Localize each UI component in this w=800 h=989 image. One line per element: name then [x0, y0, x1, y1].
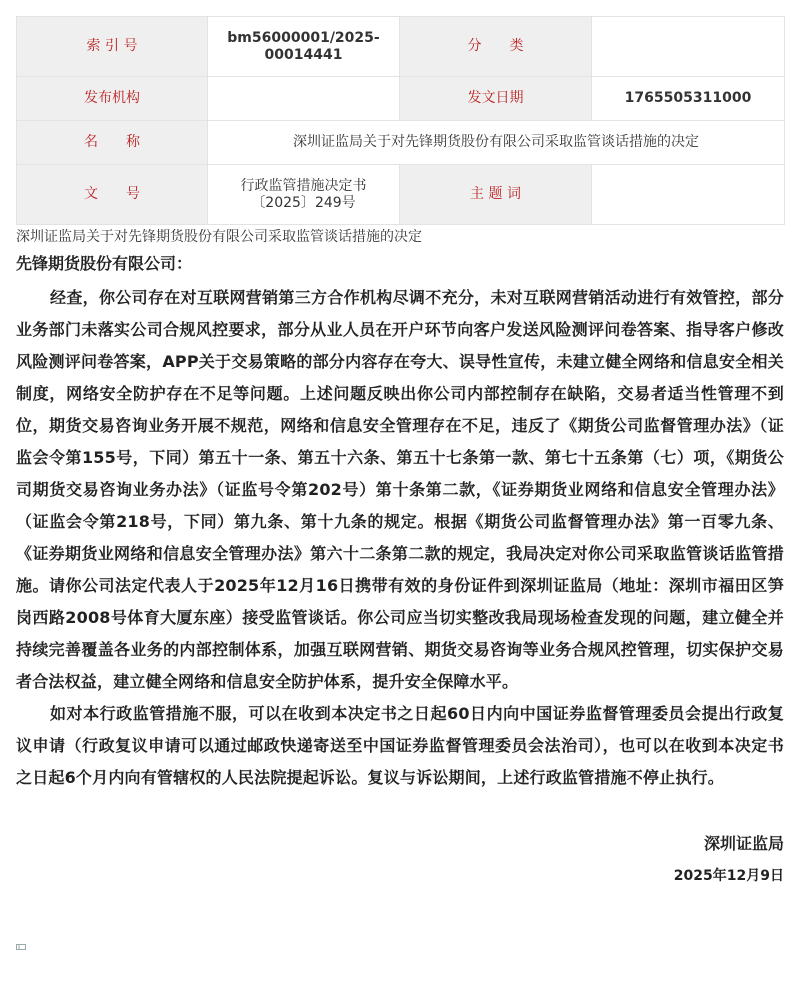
category-value — [592, 17, 785, 77]
docno-line2: 〔2025〕249号 — [251, 194, 356, 211]
broken-image-icon — [16, 944, 26, 950]
docno-value — [208, 165, 400, 225]
index-label: 索 引 号 — [17, 17, 208, 77]
keyword-label: 主 题 词 — [400, 165, 592, 225]
publisher-label: 发布机构 — [17, 77, 208, 121]
meta-row-index — [17, 17, 785, 77]
date-label: 发文日期 — [400, 77, 592, 121]
name-value: 深圳证监局关于对先锋期货股份有限公司采取监管谈话措施的决定 — [208, 121, 785, 165]
publisher-value — [208, 77, 400, 121]
signature-date: 2025年12月9日 — [673, 868, 784, 884]
meta-row-name — [17, 121, 785, 165]
salutation: 先锋期货股份有限公司： — [16, 254, 193, 273]
index-value: bm56000001/2025-00014441 — [208, 17, 400, 77]
meta-row-docno — [17, 165, 785, 225]
document-page — [16, 0, 784, 886]
document-meta-table — [16, 16, 785, 225]
name-label: 名 称 — [17, 121, 208, 165]
keyword-value — [592, 165, 785, 225]
date-value: 1765505311000 — [592, 77, 785, 121]
category-label: 分 类 — [400, 17, 592, 77]
docno-line1: 行政监管措施决定书 — [240, 177, 367, 194]
document-subtitle: 深圳证监局关于对先锋期货股份有限公司采取监管谈话措施的决定 — [16, 229, 422, 245]
body-paragraph-2: 如对本行政监管措施不服，可以在收到本决定书之日起60日内向中国证券监督管理委员会提出行政复议申请（行政复议申请可以通过邮政快递寄送至中国证券监督管理委员会法治司），也可以在收到本决定书之日起6个月内向有管辖权的人民法院提起诉讼。复议与诉讼期间，上述行政监管措施不停止执行。 — [16, 704, 784, 787]
body-paragraph-1: 经查，你公司存在对互联网营销第三方合作机构尽调不充分，未对互联网营销活动进行有效管控，部分业务部门未落实公司合规风控要求，部分从业人员在开户环节向客户发送风险测评问卷答案、指导客户修改风险测评问卷答案，APP关于交易策略的部分内容存在夸大、误导性宣传，未建立健全网络和信息安全相关制度，网络安全防护存在不足等问题。上述问题反映出你公司内部控制存在缺陷，交易者适当性管理不到位，期货交易咨询业务开展不规范，网络和信息安全管理存在不足，违反了《期货公司监督管理办法》（证监会令第155号，下同）第五十一条、第五十六条、第五十七条第一款、第七十五条第（七）项，《期货公司期货交易咨询业务办法》（证监号令第202号）第十条第二款，《证券期货业网络和信息安全管理办法》（证监会令第218号，下同）第九条、第十九条的规定。根据《期货公司监督管理办法》第一百零九条、《证券期货业网络和信息安全管理办法》第六十二条第二款的规定，我局决定对你公司采取监管谈话监管措施。请你公司法定代表人于2025年12月16日携带有效的身份证件到深圳证监局（地址：深圳市福田区笋岗西路2008号体育大厦东座）接受监管谈话。你公司应当切实整改我局现场检查发现的问题，建立健全并持续完善覆盖各业务的内部控制体系，加强互联网营销、期货交易咨询等业务合规风控管理，切实保护交易者合法权益，建立健全网络和信息安全防护体系，提升安全保障水平。 — [16, 288, 784, 691]
docno-label: 文 号 — [17, 165, 208, 225]
signature: 深圳证监局 — [703, 834, 784, 853]
meta-row-publisher — [17, 77, 785, 121]
